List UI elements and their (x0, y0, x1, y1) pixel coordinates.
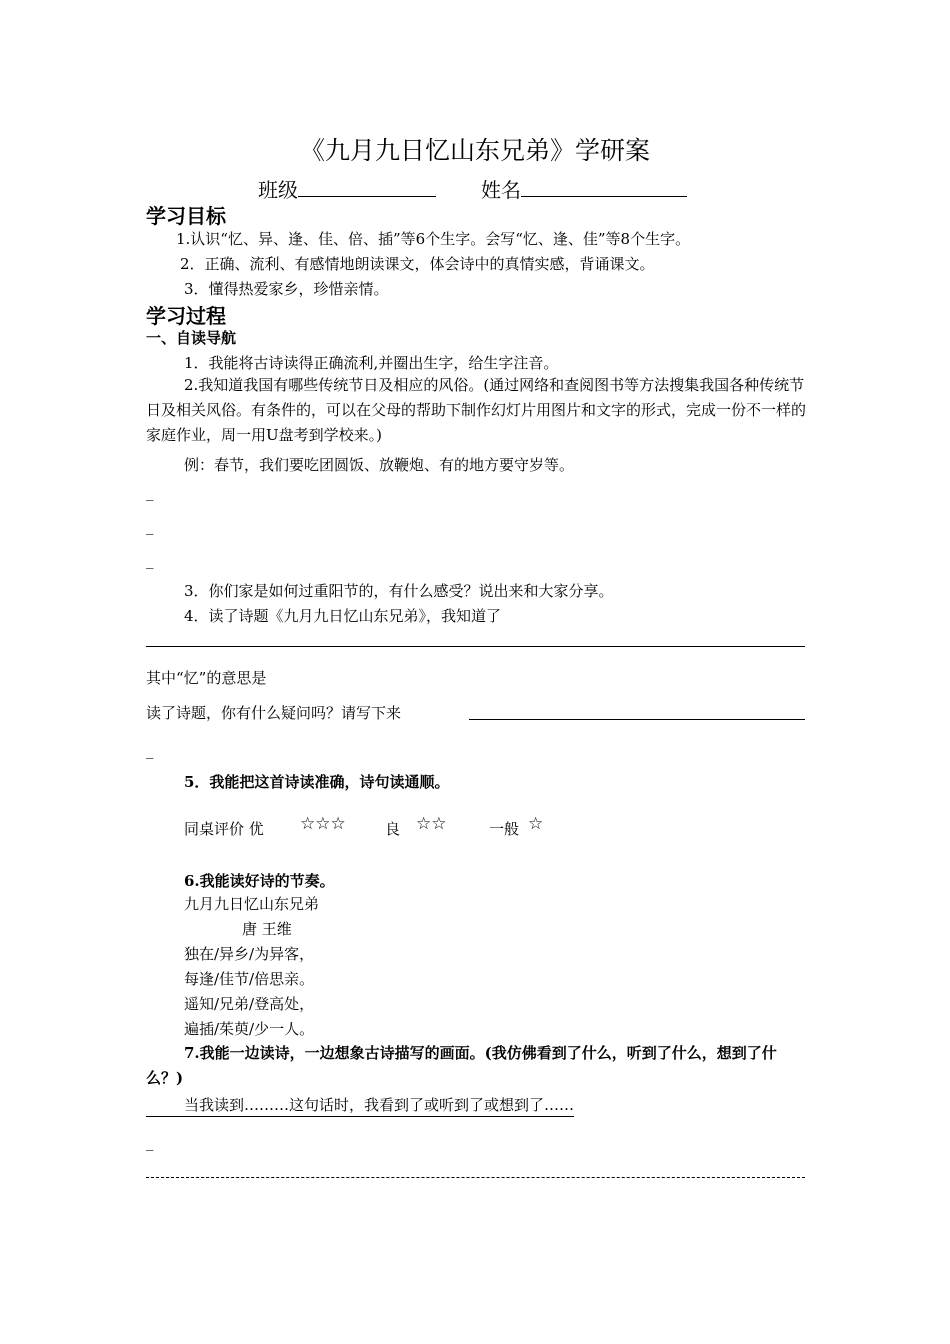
item-2: 2.我知道我国有哪些传统节日及相应的风俗。(通过网络和查阅图书等方法搜集我国各种传统节日及相关风俗。有条件的，可以在父母的帮助下制作幻灯片用图片和文字的形式，完成一份不一样的家庭作业，周一用U盘考到学校来。) (146, 376, 807, 444)
poem-line-1: 独在/异乡/为异客， (184, 945, 315, 963)
poem-line-4: 遍插/茱萸/少一人。 (184, 1020, 315, 1038)
class-field (258, 174, 436, 203)
answer-line-4[interactable]: _ (146, 741, 154, 759)
eval-normal: 一般 (489, 820, 520, 838)
peer-eval-label (184, 818, 264, 839)
poem-author: 唐 王维 (242, 920, 292, 938)
item-3: 3．你们家是如何过重阳节的，有什么感受？说出来和大家分享。 (184, 582, 614, 600)
goal-1: 1.认识“忆、异、逢、佳、倍、插”等6个生字。会写“忆、逢、佳”等8个生字。 (176, 230, 691, 248)
eval-label: 同桌评价 (184, 820, 245, 838)
eval-excellent: 优 (248, 820, 264, 838)
poem-line-2: 每逢/佳节/倍思亲。 (184, 970, 315, 988)
page-title: 《九月九日忆山东兄弟》学研案 (299, 136, 650, 165)
section-goals-heading: 学习目标 (146, 204, 226, 228)
name-field (481, 174, 687, 203)
item-4-answer-line[interactable] (146, 646, 805, 647)
question-prompt: 读了诗题，你有什么疑问吗？请写下来 (146, 704, 402, 722)
question-answer-line[interactable] (469, 719, 805, 720)
normal-stars[interactable]: ☆ (528, 814, 544, 834)
item-5: 5．我能把这首诗读准确，诗句读通顺。 (184, 773, 450, 791)
meaning-prompt: 其中“忆”的意思是 (146, 669, 267, 687)
good-stars[interactable]: ☆☆ (416, 814, 447, 834)
eval-good: 良 (385, 820, 401, 838)
excellent-stars[interactable]: ☆☆☆ (300, 814, 346, 834)
goal-2: 2．正确、流利、有感情地朗读课文，体会诗中的真情实感，背诵课文。 (180, 255, 655, 273)
example-text: 例：春节，我们要吃团圆饭、放鞭炮、有的地方要守岁等。 (184, 456, 575, 474)
item-1: 1．我能将古诗读得正确流利,并圈出生字，给生字注音。 (184, 354, 559, 372)
section-process-heading: 学习过程 (146, 304, 226, 328)
item-7: 7.我能一边读诗，一边想象古诗描写的画面。(我仿佛看到了什么，听到了什么，想到了什么？) (146, 1044, 777, 1087)
dashed-answer-line[interactable] (146, 1177, 805, 1178)
name-blank[interactable] (521, 176, 687, 197)
answer-line-3[interactable]: _ (146, 551, 154, 569)
item-7-prompt: 当我读到………这句话时，我看到了或听到了或想到了…… (146, 1094, 574, 1117)
poem-title: 九月九日忆山东兄弟 (184, 895, 320, 913)
item-4: 4．读了诗题《九月九日忆山东兄弟》，我知道了 (184, 607, 502, 625)
poem-line-3: 遥知/兄弟/登高处， (184, 995, 315, 1013)
part1-heading: 一、自读导航 (146, 329, 237, 347)
name-label: 姓名 (481, 178, 521, 202)
item-6: 6.我能读好诗的节奏。 (184, 872, 335, 890)
goal-3: 3．懂得热爱家乡，珍惜亲情。 (184, 280, 389, 298)
answer-line-2[interactable]: _ (146, 517, 154, 535)
class-blank[interactable] (298, 176, 436, 197)
answer-line-5[interactable]: _ (146, 1133, 154, 1151)
class-label: 班级 (258, 178, 298, 202)
answer-line-1[interactable]: _ (146, 483, 154, 501)
